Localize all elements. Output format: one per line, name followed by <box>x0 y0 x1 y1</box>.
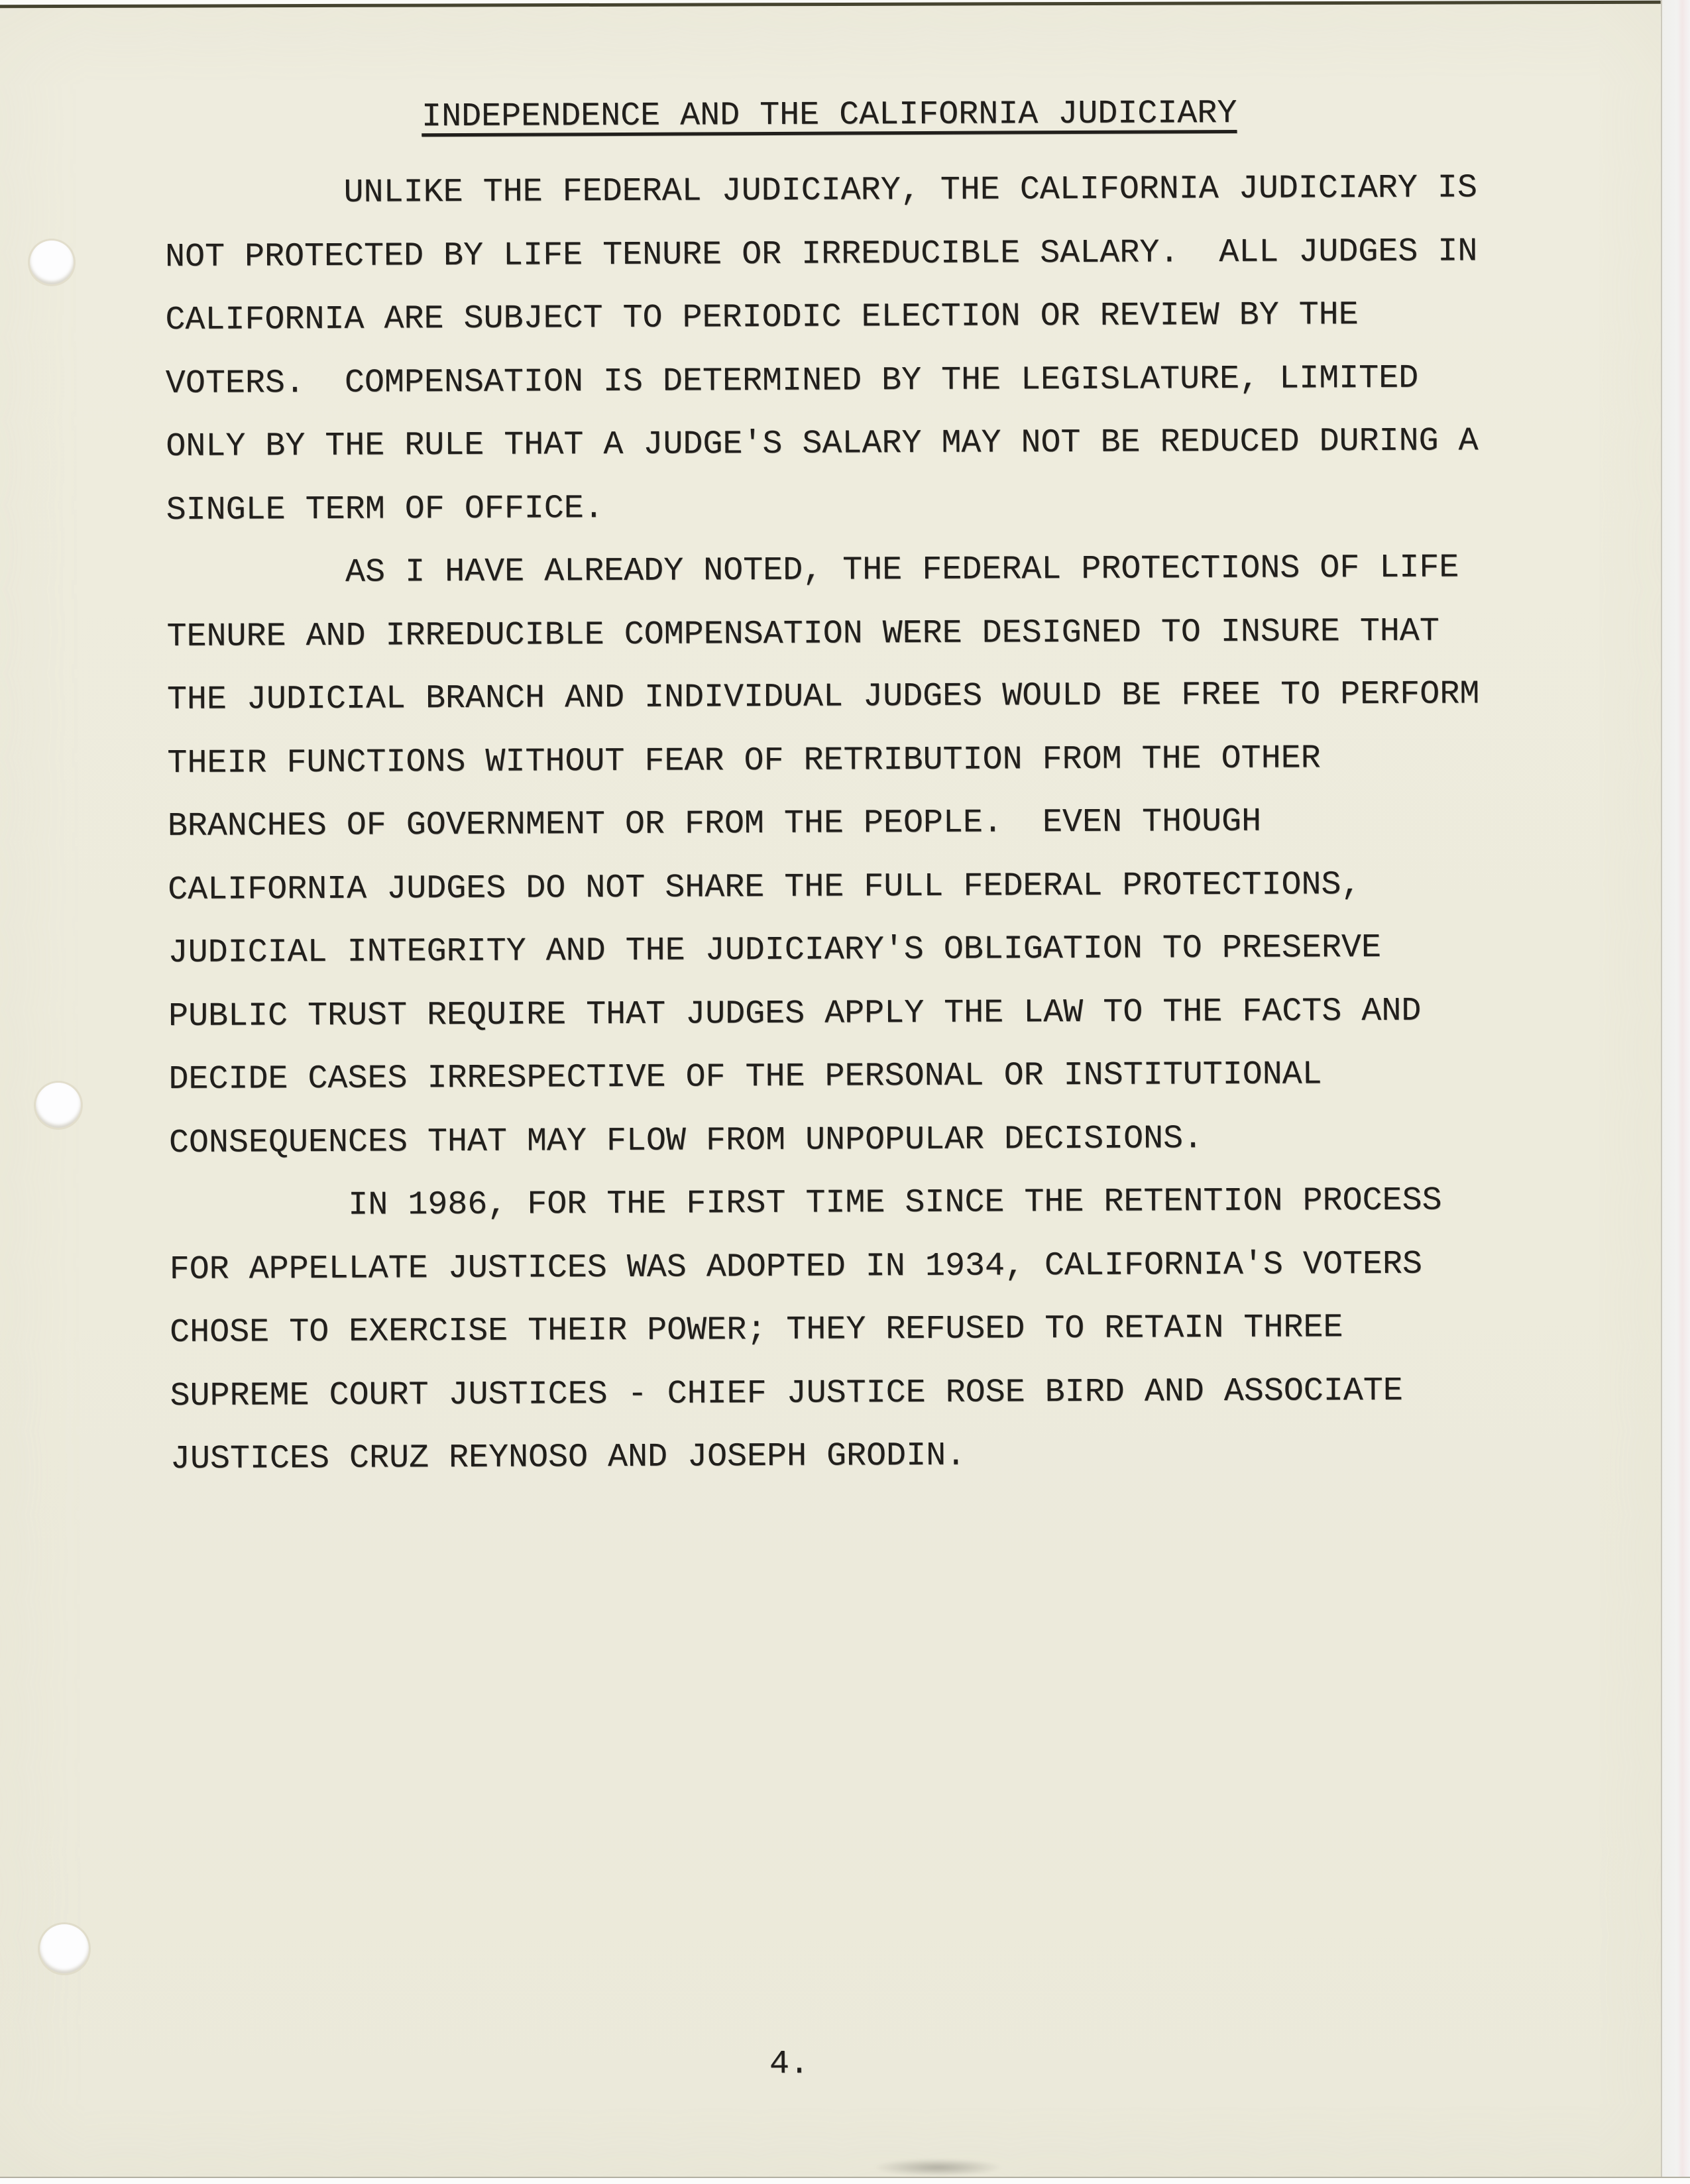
scanner-background-right <box>1661 0 1690 2184</box>
text-line: UNLIKE THE FEDERAL JUDICIARY, THE CALIFORNIA JUDICIARY IS <box>343 169 1478 212</box>
text-line: JUSTICES CRUZ REYNOSO AND JOSEPH GRODIN. <box>170 1437 966 1478</box>
page-number: 4. <box>769 2045 810 2084</box>
text-line: FOR APPELLATE JUSTICES WAS ADOPTED IN 1934, CALIFORNIA'S VOTERS <box>169 1245 1423 1289</box>
text-line: SUPREME COURT JUSTICES - CHIEF JUSTICE ROSE BIRD AND ASSOCIATE <box>170 1372 1403 1415</box>
hole-punch-bottom <box>40 1924 89 1973</box>
text-line: PUBLIC TRUST REQUIRE THAT JUDGES APPLY THE LAW TO THE FACTS AND <box>168 992 1422 1036</box>
text-line: CALIFORNIA ARE SUBJECT TO PERIODIC ELECTION OR REVIEW BY THE <box>165 296 1359 339</box>
hole-punch-top <box>30 241 74 284</box>
text-line: BRANCHES OF GOVERNMENT OR FROM THE PEOPLE. EVEN THOUGH <box>167 802 1262 846</box>
text-line: ONLY BY THE RULE THAT A JUDGE'S SALARY MAY NOT BE REDUCED DURING A <box>166 422 1479 466</box>
text-line: JUDICIAL INTEGRITY AND THE JUDICIARY'S OBLIGATION TO PRESERVE <box>168 929 1382 972</box>
text-line: CALIFORNIA JUDGES DO NOT SHARE THE FULL FEDERAL PROTECTIONS, <box>168 865 1361 909</box>
text-line: IN 1986, FOR THE FIRST TIME SINCE THE RETENTION PROCESS <box>348 1181 1442 1225</box>
document-text <box>164 92 1556 2084</box>
document-title: INDEPENDENCE AND THE CALIFORNIA JUDICIARY <box>422 94 1237 136</box>
document-body <box>164 156 1483 1491</box>
scan-smudge-artifact <box>875 2159 1001 2176</box>
text-line: DECIDE CASES IRRESPECTIVE OF THE PERSONAL OR INSTITUTIONAL <box>168 1056 1322 1099</box>
text-line: CONSEQUENCES THAT MAY FLOW FROM UNPOPULAR DECISIONS. <box>168 1119 1204 1162</box>
text-line: NOT PROTECTED BY LIFE TENURE OR IRREDUCIBLE SALARY. ALL JUDGES IN <box>164 232 1478 276</box>
text-line: TENURE AND IRREDUCIBLE COMPENSATION WERE DESIGNED TO INSURE THAT <box>166 612 1439 656</box>
text-line: THE JUDICIAL BRANCH AND INDIVIDUAL JUDGES WOULD BE FREE TO PERFORM <box>166 675 1480 719</box>
text-line: THEIR FUNCTIONS WITHOUT FEAR OF RETRIBUTION FROM THE OTHER <box>167 739 1321 783</box>
scanner-background-bottom <box>0 2177 1690 2184</box>
text-line: VOTERS. COMPENSATION IS DETERMINED BY THE LEGISLATURE, LIMITED <box>165 359 1419 403</box>
text-line: CHOSE TO EXERCISE THEIR POWER; THEY REFUSED TO RETAIN THREE <box>170 1309 1343 1352</box>
text-line: AS I HAVE ALREADY NOTED, THE FEDERAL PROTECTIONS OF LIFE <box>345 549 1459 592</box>
text-line: SINGLE TERM OF OFFICE. <box>166 489 604 529</box>
hole-punch-middle <box>36 1083 81 1128</box>
